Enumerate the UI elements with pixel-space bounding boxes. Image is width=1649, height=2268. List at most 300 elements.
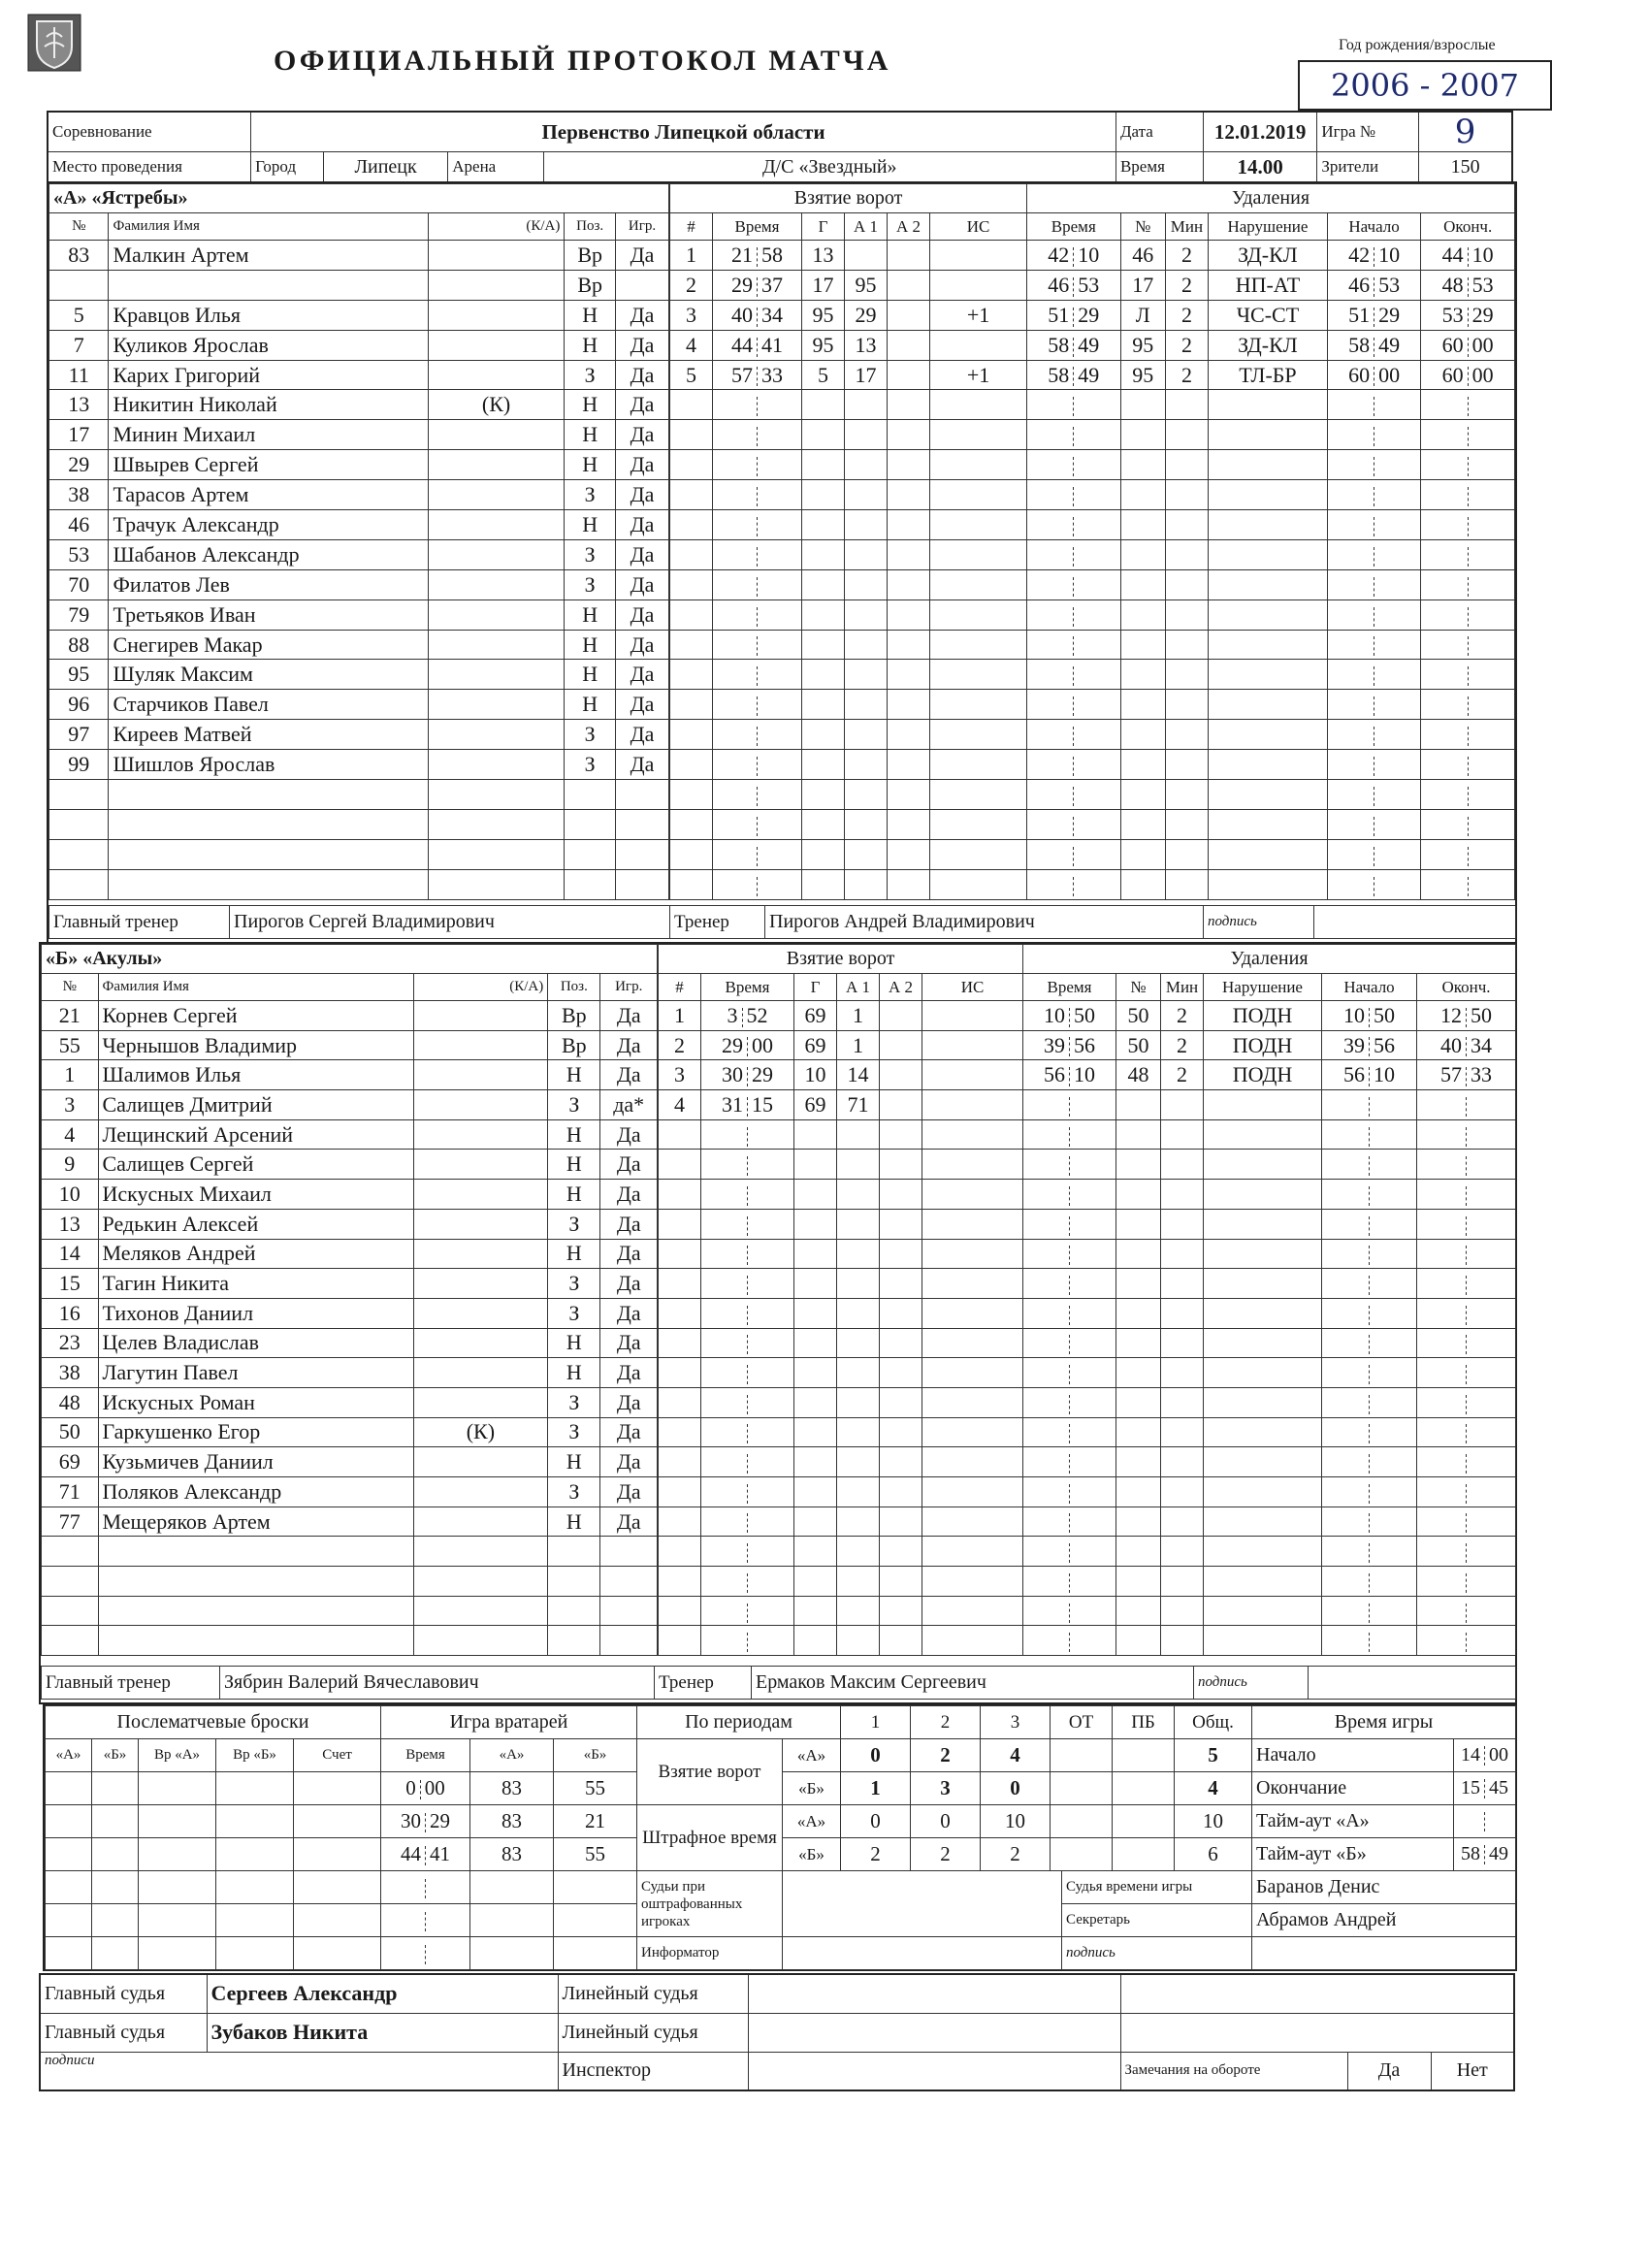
remarks-no: Нет: [1431, 2052, 1514, 2090]
penalty-start: [1322, 1269, 1417, 1299]
team-b-tag: «Б»: [783, 1838, 841, 1871]
penalty-end: [1421, 599, 1515, 630]
penalty-time: [1023, 1417, 1116, 1447]
player-name: Лагутин Павел: [98, 1358, 413, 1388]
remarks-yes: Да: [1347, 2052, 1431, 2090]
period-col-header: 1: [841, 1706, 911, 1739]
goal-assist2: [880, 1298, 922, 1328]
goal-situation: [930, 780, 1027, 810]
player-name: Искусных Михаил: [98, 1180, 413, 1210]
goal-row: [670, 569, 1027, 599]
penalty-time: [1027, 420, 1121, 450]
goal-time: 44 41: [713, 330, 802, 360]
emblem-icon: [27, 14, 81, 72]
col-num: №: [42, 974, 99, 1001]
referees-table: [39, 1973, 1515, 2091]
goal-assist1: [837, 1150, 880, 1180]
goal-scorer: [794, 1387, 837, 1417]
penalty-infraction: [1204, 1239, 1322, 1269]
penalties-title: Удаления: [1023, 945, 1516, 974]
player-played: [616, 270, 669, 300]
player-row: [49, 450, 669, 480]
penalty-time: [1027, 630, 1121, 660]
summary-section: [43, 1703, 1517, 1971]
player-ka: (К): [413, 1417, 548, 1447]
penalty-player: [1120, 569, 1165, 599]
player-name: [98, 1596, 413, 1626]
goal-situation: [930, 390, 1027, 420]
penalty-row: [1027, 809, 1515, 839]
goal-time: 30 29: [701, 1060, 794, 1090]
penalty-player: [1116, 1447, 1161, 1477]
penalty-infraction: ЗД-КЛ: [1209, 330, 1328, 360]
player-name: Поляков Александр: [98, 1477, 413, 1507]
goal-assist2: [880, 1209, 922, 1239]
goal-assist2: [880, 1001, 922, 1031]
team-b-label: «Б» «Акулы»: [42, 945, 658, 974]
penalty-start: [1322, 1239, 1417, 1269]
player-name: Салищев Сергей: [98, 1150, 413, 1180]
goalie-a: 83: [470, 1838, 554, 1871]
penalty-time: 39 56: [1023, 1030, 1116, 1060]
player-played: Да: [616, 450, 669, 480]
goal-assist1: [837, 1119, 880, 1150]
penalty-infraction: [1204, 1596, 1322, 1626]
penalty-minutes: [1161, 1119, 1204, 1150]
goal-situation: [922, 1477, 1023, 1507]
player-row: [49, 420, 669, 450]
player-ka: [428, 809, 565, 839]
player-number: 77: [42, 1507, 99, 1537]
period-col-header: Общ.: [1175, 1706, 1252, 1739]
penalty-player: [1120, 780, 1165, 810]
goal-situation: [930, 690, 1027, 720]
goal-situation: [922, 1596, 1023, 1626]
player-position: З: [565, 569, 616, 599]
penalty-start: [1327, 809, 1421, 839]
goal-row: [670, 241, 1027, 271]
player-played: Да: [600, 1298, 658, 1328]
player-row: [49, 241, 669, 271]
goal-time: [713, 599, 802, 630]
coach-value: Ермаков Максим Сергеевич: [752, 1667, 1194, 1700]
player-position: [548, 1596, 600, 1626]
goal-assist1: 13: [845, 330, 888, 360]
penalty-minutes: [1161, 1298, 1204, 1328]
goal-assist2: [888, 869, 930, 899]
player-played: Да: [600, 1150, 658, 1180]
goal-time: 31 15: [701, 1090, 794, 1120]
goalies-table: [380, 1705, 637, 1970]
goal-row: [670, 480, 1027, 510]
player-name: Гаркушенко Егор: [98, 1417, 413, 1447]
player-played: Да: [600, 1269, 658, 1299]
player-played: [600, 1596, 658, 1626]
goals-col-header: ИС: [930, 213, 1027, 241]
player-played: Да: [600, 1209, 658, 1239]
goal-time: [713, 660, 802, 690]
penalty-start: [1327, 599, 1421, 630]
penalty-time: [1023, 1387, 1116, 1417]
player-ka: [428, 720, 565, 750]
player-position: [548, 1567, 600, 1597]
penalty-infraction: [1204, 1417, 1322, 1447]
penalty-start: [1322, 1477, 1417, 1507]
player-row: [42, 1447, 658, 1477]
goal-row: [659, 1298, 1023, 1328]
goal-row: [670, 690, 1027, 720]
penalty-time: [1027, 539, 1121, 569]
penalties-col-header: Время: [1023, 974, 1116, 1001]
team-a-tag: «А»: [783, 1739, 841, 1772]
player-row: [42, 1417, 658, 1447]
player-row: [42, 1567, 658, 1597]
penalty-infraction: [1204, 1626, 1322, 1656]
penalty-minutes: [1161, 1417, 1204, 1447]
penalty-start: [1322, 1537, 1417, 1567]
goalie-time: 44 41: [381, 1838, 470, 1871]
goal-time: [701, 1387, 794, 1417]
penalty-end: [1417, 1119, 1516, 1150]
player-ka: (К): [428, 390, 565, 420]
player-played: Да: [616, 241, 669, 271]
player-played: Да: [600, 1477, 658, 1507]
goalies-col-header: Время: [381, 1739, 470, 1772]
penalty-player: [1116, 1150, 1161, 1180]
penalty-row: [1023, 1060, 1516, 1090]
player-position: Н: [548, 1507, 600, 1537]
goal-row: [670, 750, 1027, 780]
player-row: [42, 1001, 658, 1031]
linesman-label: Линейный судья: [558, 1974, 748, 2013]
time-label: Время: [1116, 152, 1203, 183]
penalty-start: [1322, 1328, 1417, 1358]
player-number: 3: [42, 1090, 99, 1120]
player-row: [49, 510, 669, 540]
player-ka: [428, 510, 565, 540]
penalty-row: [1027, 241, 1515, 271]
period-cell: 0: [841, 1739, 911, 1772]
penalty-minutes: [1161, 1150, 1204, 1180]
goal-row: [659, 1477, 1023, 1507]
goal-number: [670, 869, 713, 899]
goal-assist1: 14: [837, 1060, 880, 1090]
penalty-minutes: [1165, 630, 1208, 660]
penalty-start: [1327, 780, 1421, 810]
penalty-time: [1027, 480, 1121, 510]
goal-row: [670, 599, 1027, 630]
player-ka: [413, 1477, 548, 1507]
player-ka: [413, 1358, 548, 1388]
penalty-player: 48: [1116, 1060, 1161, 1090]
goal-scorer: [802, 420, 845, 450]
player-played: Да: [600, 1001, 658, 1031]
penalty-time: [1027, 839, 1121, 869]
player-ka: [413, 1596, 548, 1626]
penalty-infraction: ЗД-КЛ: [1209, 241, 1328, 271]
goal-time: [713, 780, 802, 810]
goal-assist2: [888, 420, 930, 450]
goal-row: [659, 1269, 1023, 1299]
goal-time: [701, 1269, 794, 1299]
goal-situation: [930, 839, 1027, 869]
player-ka: [428, 270, 565, 300]
goals-col-header: #: [670, 213, 713, 241]
goal-assist1: [845, 420, 888, 450]
goals-col-header: А 1: [837, 974, 880, 1001]
col-name: Фамилия Имя: [109, 213, 428, 241]
player-ka: [428, 750, 565, 780]
penalty-player: [1116, 1298, 1161, 1328]
goal-row: [670, 630, 1027, 660]
team-a-coaches: [48, 905, 1516, 939]
goal-row: [670, 420, 1027, 450]
player-ka: [428, 660, 565, 690]
period-col-header: ОТ: [1051, 1706, 1113, 1739]
penalty-infraction: [1209, 869, 1328, 899]
penalty-minutes: [1161, 1180, 1204, 1210]
player-played: Да: [616, 569, 669, 599]
goal-situation: [922, 1358, 1023, 1388]
penalty-end: [1421, 539, 1515, 569]
col-num: №: [49, 213, 109, 241]
goal-assist1: 71: [837, 1090, 880, 1120]
penalty-infraction: [1209, 690, 1328, 720]
player-played: Да: [616, 390, 669, 420]
goal-assist2: [880, 1090, 922, 1120]
goal-assist2: [888, 360, 930, 390]
player-played: Да: [616, 720, 669, 750]
penalty-end: [1421, 569, 1515, 599]
inspector-label: Инспектор: [558, 2052, 748, 2090]
goal-assist2: [880, 1030, 922, 1060]
player-number: 95: [49, 660, 109, 690]
penalty-minutes: [1161, 1567, 1204, 1597]
penalty-infraction: [1209, 839, 1328, 869]
player-name: Кравцов Илья: [109, 300, 428, 330]
goal-assist1: [845, 569, 888, 599]
penalty-minutes: [1165, 720, 1208, 750]
player-number: 23: [42, 1328, 99, 1358]
goal-time: [701, 1119, 794, 1150]
penalty-minutes: [1165, 480, 1208, 510]
goal-situation: [922, 1537, 1023, 1567]
penalty-minutes: [1161, 1507, 1204, 1537]
goal-situation: [922, 1060, 1023, 1090]
goal-time: [701, 1507, 794, 1537]
goal-scorer: [802, 720, 845, 750]
goal-assist1: [837, 1537, 880, 1567]
head-coach-value: Пирогов Сергей Владимирович: [230, 906, 670, 939]
sign-label: подпись: [1194, 1667, 1309, 1700]
goal-assist2: [880, 1180, 922, 1210]
team-b-tag: «Б»: [783, 1772, 841, 1805]
penalty-end: [1421, 839, 1515, 869]
referee-label: Главный судья: [40, 1974, 207, 2013]
penalty-infraction: ЧС-СТ: [1209, 300, 1328, 330]
goal-situation: [930, 630, 1027, 660]
penalty-infraction: [1209, 780, 1328, 810]
penalty-infraction: [1209, 390, 1328, 420]
player-played: [600, 1567, 658, 1597]
penalty-time: [1023, 1447, 1116, 1477]
player-name: Филатов Лев: [109, 569, 428, 599]
goal-time: [713, 420, 802, 450]
period-cell: [1113, 1805, 1175, 1838]
penalty-time: [1023, 1328, 1116, 1358]
penalty-player: [1116, 1596, 1161, 1626]
goal-time: [701, 1417, 794, 1447]
player-number: 69: [42, 1447, 99, 1477]
penalty-row: [1023, 1030, 1516, 1060]
player-row: [49, 869, 669, 899]
periods-table: [636, 1705, 1252, 1871]
period-cell: 0: [911, 1805, 981, 1838]
penalty-end: 60 00: [1421, 360, 1515, 390]
goal-assist1: [845, 750, 888, 780]
player-row: [49, 360, 669, 390]
goal-assist2: [888, 750, 930, 780]
goal-time: [701, 1626, 794, 1656]
player-number: 5: [49, 300, 109, 330]
goal-row: [659, 1328, 1023, 1358]
penalty-player: [1116, 1477, 1161, 1507]
penalty-start: [1322, 1507, 1417, 1537]
penalty-row: [1027, 569, 1515, 599]
team-b-section: [39, 942, 1517, 1704]
goal-row: [659, 1537, 1023, 1567]
penalty-start: [1327, 390, 1421, 420]
goal-number: 2: [670, 270, 713, 300]
penalty-player: [1120, 720, 1165, 750]
player-row: [42, 1298, 658, 1328]
penalty-player: [1116, 1209, 1161, 1239]
penalty-time: 42 10: [1027, 241, 1121, 271]
penalty-infraction: [1209, 809, 1328, 839]
player-number: 9: [42, 1150, 99, 1180]
goal-assist1: [837, 1447, 880, 1477]
period-cell: [1051, 1805, 1113, 1838]
penalty-player: [1120, 510, 1165, 540]
player-number: 83: [49, 241, 109, 271]
player-row: [49, 569, 669, 599]
arena-label: Арена: [448, 152, 543, 183]
goal-situation: [930, 569, 1027, 599]
player-name: Тагин Никита: [98, 1269, 413, 1299]
penalty-start: [1327, 869, 1421, 899]
goal-number: [670, 630, 713, 660]
penalty-row: [1027, 869, 1515, 899]
penalty-minutes: 2: [1165, 300, 1208, 330]
goal-number: [659, 1626, 701, 1656]
penalty-start: [1322, 1298, 1417, 1328]
player-ka: [428, 599, 565, 630]
period-cell: [1051, 1838, 1113, 1871]
goal-time: 21 58: [713, 241, 802, 271]
goal-time: 29 00: [701, 1030, 794, 1060]
player-row: [42, 1328, 658, 1358]
team-b-roster: [41, 944, 658, 1656]
penalty-infraction: [1204, 1209, 1322, 1239]
goal-situation: [930, 539, 1027, 569]
player-played: Да: [616, 510, 669, 540]
penalties-col-header: Начало: [1322, 974, 1417, 1001]
goal-assist2: [888, 330, 930, 360]
player-position: Н: [565, 660, 616, 690]
penalty-infraction: [1204, 1567, 1322, 1597]
penalty-minutes: [1161, 1387, 1204, 1417]
goal-scorer: 69: [794, 1090, 837, 1120]
penalty-infraction: ПОДН: [1204, 1030, 1322, 1060]
penalty-minutes: [1161, 1209, 1204, 1239]
player-name: [109, 869, 428, 899]
penalty-player: [1116, 1567, 1161, 1597]
penalty-row: [1023, 1447, 1516, 1477]
player-name: Шалимов Илья: [98, 1060, 413, 1090]
goal-number: [659, 1537, 701, 1567]
player-number: 7: [49, 330, 109, 360]
penalty-time: [1023, 1239, 1116, 1269]
col-name: Фамилия Имя: [98, 974, 413, 1001]
spectators-label: Зрители: [1317, 152, 1419, 183]
period-col-header: 3: [981, 1706, 1051, 1739]
player-played: Да: [616, 599, 669, 630]
goal-assist1: [845, 839, 888, 869]
penalty-time: [1023, 1298, 1116, 1328]
player-played: Да: [600, 1358, 658, 1388]
player-position: Н: [548, 1358, 600, 1388]
goal-assist2: [880, 1060, 922, 1090]
goalie-time: [381, 1904, 470, 1937]
team-a-section: [47, 181, 1517, 944]
penalty-end: [1417, 1567, 1516, 1597]
goal-number: 1: [659, 1001, 701, 1031]
goal-time: [701, 1180, 794, 1210]
penalty-minutes: [1165, 839, 1208, 869]
player-row: [49, 750, 669, 780]
player-played: [616, 809, 669, 839]
goal-assist2: [888, 660, 930, 690]
player-name: Редькин Алексей: [98, 1209, 413, 1239]
player-name: Меляков Андрей: [98, 1239, 413, 1269]
player-number: 29: [49, 450, 109, 480]
player-ka: [428, 330, 565, 360]
game-time-table: Время игры Начало 14 00 Окончание 15 45 Тайм-аут «А» Тайм-аут «Б» 58 49: [1251, 1705, 1516, 1871]
player-ka: [428, 569, 565, 599]
penalty-time: [1023, 1150, 1116, 1180]
penalty-minutes: [1165, 869, 1208, 899]
penalty-infraction: [1204, 1447, 1322, 1477]
date-value: 12.01.2019: [1203, 112, 1317, 152]
player-ka: [413, 1150, 548, 1180]
period-cell: [1051, 1772, 1113, 1805]
goal-assist1: [837, 1180, 880, 1210]
penalty-row: [1023, 1001, 1516, 1031]
goal-assist1: [837, 1507, 880, 1537]
period-cell: 5: [1175, 1739, 1252, 1772]
player-ka: [413, 1119, 548, 1150]
goal-assist2: [880, 1417, 922, 1447]
penalties-col-header: Нарушение: [1209, 213, 1328, 241]
goal-situation: [922, 1507, 1023, 1537]
penalty-row: [1027, 390, 1515, 420]
goal-number: [670, 809, 713, 839]
player-number: 70: [49, 569, 109, 599]
goal-row: [659, 1180, 1023, 1210]
penalty-infraction: [1209, 599, 1328, 630]
player-played: Да: [616, 420, 669, 450]
goal-number: [659, 1567, 701, 1597]
